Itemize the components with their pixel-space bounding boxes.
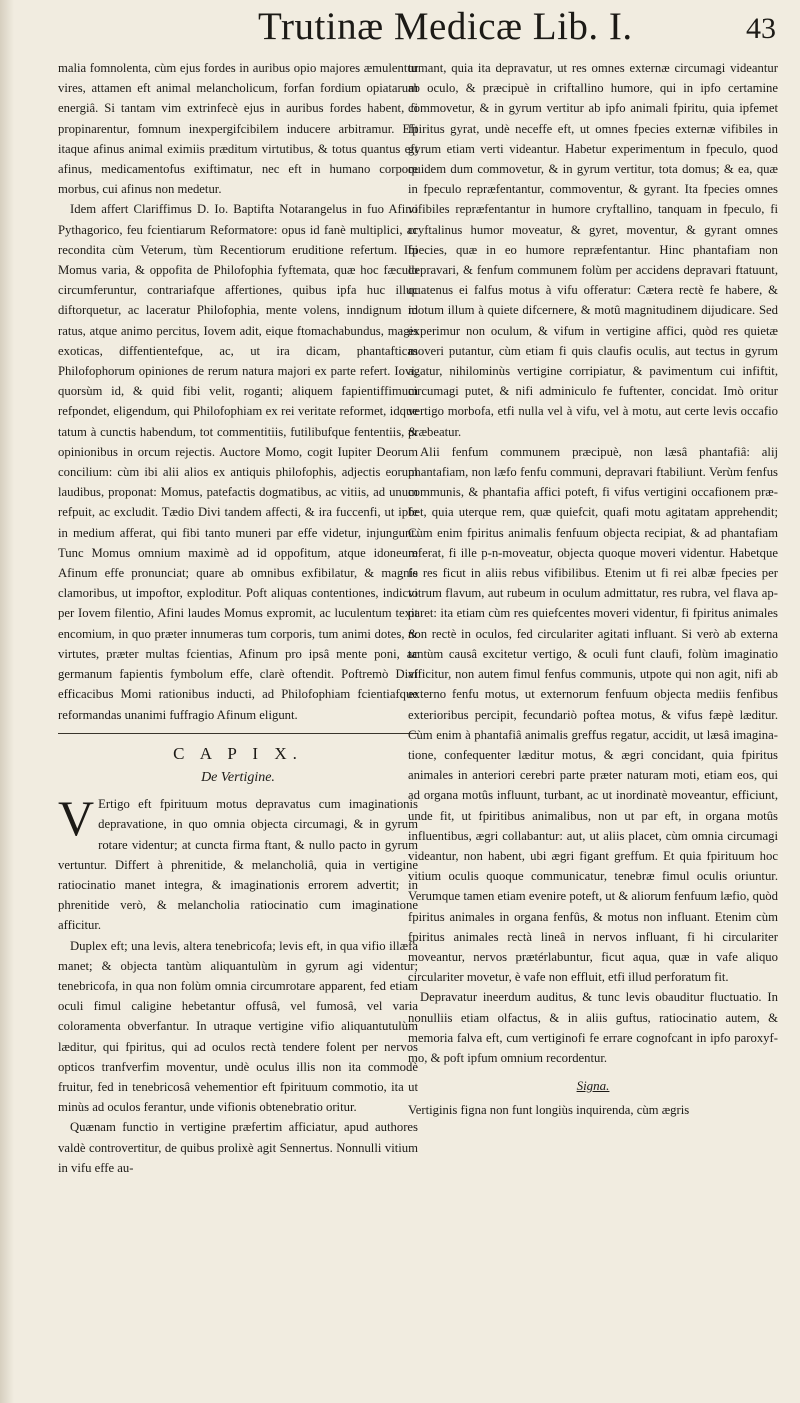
paragraph: malia fomnolenta, cùm ejus fordes in auribus opio majores æmulentur vires, attamen eft animal melancholicum, forfan fordium opiatarum energiâ. Si tantam vim extrinfecè ejus in auribus fordes habent, fi propinarentur, fomnum inexpergifcibilem inducere arbitramur. Eft itaque afinus animal eximiis præditum virtutibus, & totus quantus eft afinus, medicamentofus exiftimatur, nec eft in humano corpore morbus, cui afinus non medetur. [58,61,418,197]
paragraph: tumant, quia ita depravatur, ut res omnes externæ circumagi videantur ab oculo, & præcipuè in criftallino humore, qui in ipfo certamine commovetur, & in gyrum vertitur ab ipfo animali fpiritu, quia ipfemet fpiritus gyrat, undè neceffe eft, ut omnes fpecies externæ vifibiles in gyrum etiam verti videantur. Habetur experimentum in fpeculo, quod quidem dum commovetur, & in gyrum vertitur, tota domus; & ea, quæ in fpeculo repræfentantur, commoventur, & gyrant. Ita fpecies omnes vifibiles repræfentantur in humore cryftallino, tanquam in fpeculo, fi cryftalinus humor moveatur, & gyret, moventur, & gyrant omnes fpecies, quæ in eo humore repræfentantur. Hinc phantafiam non depravari, & fenfum communem folùm per accidens depravari ftatuunt, quatenus ei falfus motus à vifu offeratur: Cætera rectè fe habere, & motum illum à quiete difcernere, & motû magnitudinem dijudicare. Sed experimur non oculum, & vifum in vertigine affici, quòd res quietæ moveri putantur, cùm etiam fi quis claufis oculis, aut tectus in gyrum agatur, nihilominùs vertigine corripiatur, & pavimentum cui infiftit, circumagi putet, & nifi adminiculo fe fuftenter, concidat. Imò oritur vertigo morbofa, etfi nulla vel à vifu, vel à motu, aut certe levis occafio præbeatur. [408,61,778,439]
paragraph: Vertiginis figna non funt longiùs inquirenda, cùm ægris [408,1103,690,1118]
running-title: Trutinæ Medicæ Lib. I. [258,5,633,48]
paragraph [58,790,418,935]
page-gutter-shadow [0,0,14,1403]
paragraph: Idem affert Clariffimus D. Io. Baptifta Notarangelus in fuo Afino Pythagorico, feu fcientiarum Reformatore: opus id fanè multiplici, ac recondita cùm Veterum, tùm Recentiorum eruditione refertum. Ibi Momus varia, & oppofita de Philofophia fyftemata, quæ hoc fæculo circumferuntur, contrariafque affertiones, quibus ipfa huc illuc diftorquetur, ac laceratur Philofophia, mente volens, inndignum id ratus, atque animo percitus, Iovem adit, eique ftomachabundus, magis exoticas, diffentientefque, ac, ut ira dicam, phantafticas Philofophorum opiniones de rerum natura majori ex parte refert. Iovi, quorsùm id, & quid fibi velit, roganti; aliquem fapientiffimum refpondet, eligendum, qui Philofophiam ex rei veritate reformet, idque tatum à cunctis habendum, tot commentitiis, futilibufque fententiis, & opinionibus in orcum rejectis. Auctore Momo, cogit Iupiter Deorum concilium: cùm ibi alii alios ex antiquis philofophis, adjectis eorum laudibus, proponat: Momus, patefactis dogmatibus, ac vitiis, ad unum refpuit, ac excludit. Tædio Divi tandem affecti, & ira fuccenfi, ut ipfe in medium afferat, qui fibi tanto muneri par effe videtur, injungunt. Tunc Momus omnium maximè ad id oppofitum, atque idoneum Afinum effe pronunciat; quare ab omnibus exfibilatur, & magnis clamoribus, ut impoftor, exploditur. Poft aliquas contentiones, indicto per Iovem filentio, Afini laudes Momus expromit, ac luculentum texit encomium, in quo præter innumeras tum corporis, tum animi dotes, & virtutes, præter multas fcientias, Afinum pro ipsâ mente poni, ac germanum fapientis fymbolum effe, clarè oftendit. Poftremò Divi efficacibus Momi rationibus inducti, ad Philofophiam fcientiafque reformandas unanimi fuffragio Afinum eligunt. [58,202,418,722]
page-number: 43 [746,12,776,45]
paragraph: Alii fenfum communem præcipuè, non læsâ phantafiâ: alij phantafiam, non læfo fenfu communi, depravari ftabiliunt. Verùm fenfus communis, & phantafia affici poteft, fi vifus vertigini occafionem præbet, quia uterque rem, quæ quiefcit, quafi motu agitatam apprehendit; Cùm enim fpiritus animalis fenfuum objecta recipiat, & ad phantafiam referat, fi ille p-n-moveatur, objecta quoque moveri videntur. Habetque fe res ficut in aliis rebus vifibilibus. Etenim ut fi rei albæ fpecies per vitrum flavum, aut rubeum in oculum admittatur, res rubra, vel flava apparet: ita etiam cùm res quiefcentes moveri videntur, fi fpiritus animales non rectè in oculos, fed circulariter agitati influant. Si verò ab externa tantùm causâ excitetur vertigo, & oculi funt claufi, folùm imaginatio afficitur, non autem fimul fenfus communis, utpote qui non agit, nifi ab externo fenfu motus, ut externorum fenfuum objecta mediis fenfibus exterioribus percipit, fecundariò poftea motus, & vifus fæpè læditur. Cùm enim à phantafiâ animalis greffus regatur, accidit, ut læsâ imaginatione, confequenter læditur motus, & ægri concidant, quia fpiritus animales in anteriori cerebri parte præter naturam moti, etiam eos, qui ad organa motûs influunt, turbant, ac ut inordinatè moveantur, efficiunt, unde fit, ut fpiritibus animalibus, non ut par eft, in organa motûs influentibus, ægri collabantur: aut, ut aliis placet, cùm omnia circumagi videantur, non habent, ubi ægri figant greffum. Et quia fpirituum hoc vitium oculis quoque communicatur, tenebræ fimul oculis oriuntur. Verumque tamen etiam evenire poteft, ut & aliorum fenfuum læfio, quòd fpiritus animales in organa fenfûs, & motus non influant. Etenim cùm fpiritus animales rectà lineâ in nervos influant, fi hi circulariter moveantur, nervos prætérlabuntur, ficut aqua, quæ in vafe aliquo circulariter movetur, è vafe non effluit, etfi illud perforatum fit. [408,444,778,985]
paragraph: Duplex eft; una levis, altera tenebricofa; levis eft, in qua vifio illæfa manet; & objecta tantùm aliquantulùm in gyrum agi videntur; tenebricofa, in qua non folùm omnia circumrotare apparent, fed etiam oculi fimul caligine hebetantur offusâ, vel fumosâ, vel varia coloramenta obverfantur. In utraque vertigine vifio aliquantutulùm læditur, qui fpiritus, qui ad oculos rectà tendere folent per nervos opticos tranfverfim moventur, undè oculus illis non ita commodè fruitur, fed in tenebricosâ vehementior eft fpirituum commotio, ita ut minùs ad oculos ferantur, unde vifionis obtenebratio oritur. [58,938,418,1115]
paragraph-text: Ertigo eft fpirituum motus depravatus cum imaginationis depravatione, in quo omnia objecta circumagi, & in gyrum rotare videntur; at cuncta firma ftant, & nullo pacto in gyrum vertuntur. Differt à phrenitide, & melancholiâ, quia in vertigine ratiocinatio manet integra, & imaginationis errorem advertit; in phrenitide verò, & melancholia ratiocinatio cum imaginatione afficitur. [58,797,418,933]
drop-cap: V [58,790,95,847]
signa-heading: Signa. [576,1078,610,1094]
section-rule [58,733,418,734]
paragraph: Quænam functio in vertigine præfertim afficiatur, apud authores valdè controvertitur, de quibus prolixè agit Sennertus. Nonnulli vitium in vifu effe au- [58,1120,418,1175]
right-column [408,58,778,1121]
chapter-label: C A P I X. [173,743,303,763]
paragraph: Depravatur ineerdum auditus, & tunc levis obauditur fluctuatio. In nonulliis etiam olfactus, & in aliis guftus, ratiocinatio autem, & memoria falva eft, cum vertiginofi fe errare cognofcant in ipfo paroxyfmo, & poft ipfum omnium recordentur. [408,990,778,1065]
left-column [58,58,418,1178]
chapter-title: De Vertigine. [201,769,275,785]
running-head [0,4,800,64]
